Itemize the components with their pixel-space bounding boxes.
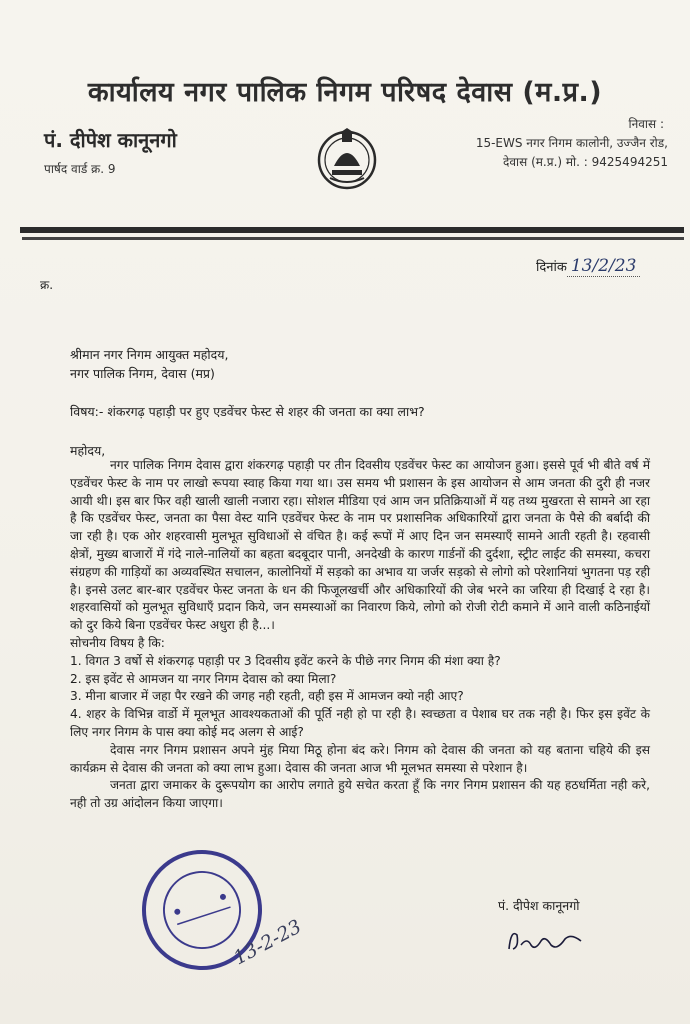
addressee-line-2: नगर पालिक निगम, देवास (मप्र) bbox=[70, 366, 215, 381]
question-2: 2. इस इवेंट से आमजन या नगर निगम देवास को क्या मिला? bbox=[70, 671, 337, 686]
question-3: 3. मीना बाजार में जहा पैर रखने की जगह नही रहती, वही इस में आमजन क्यो नही आए? bbox=[70, 689, 464, 704]
body-paragraph-1: नगर पालिक निगम देवास द्वारा शंकरगढ़ पहाड़ी पर तीन दिवसीय एडवेंचर फेस्ट का आयोजन हुआ। इससे पूर्व भी बीते वर्ष में एडवेंचर फेस्ट के नाम पर लाखो रूपया स्वाह किया गया था। उस समय भी प्रशासन के इस आयोजन से आम जनता की दुरी ही नजर आयी थी। इस बार फिर वही खाली खाली नजारा रहा। सोशल मीडिया एवं आम जन प्रतिक्रियाओं में यह तथ्य मुखरता से सामने आ रहा है कि एडवेंचर फेस्ट, जनता का पैसा वेस्ट यानि एडवेंचर फेस्ट के नाम पर प्रशासनिक अधिकारियों द्वारा जनता के पैसे की बर्बादी की जा रही है। एक ओर शहरवासी मुलभूत सुविधाओं से वंचित है। कई रूपों में आए दिन जन समस्याएँ सामने आती रहती है। रहवासी क्षेत्रों, मुख्य बाजारों में गंदे नाले-नालियों का बहता बदबूदार पानी, अनदेखी के कारण गार्डनों की दुर्दशा, स्ट्रीट लाईट की समस्या, कचरा संग्रहण की गाड़ियों का अव्यवस्थित सचालन, कालोनियों में सड़को का अभाव या जर्जर सड़को से लोगो को परेशानियां भुगतना पड़ रही है। इनसे उलट बार-बार एडवेंचर फेस्ट जनता के धन की फिजूलखर्ची और अधिकारियों की जेब भरने का जरिया ही दिखाई दे रहा है। शहरवासियों को मुलभूत सुविधाएँ प्रदान किये, जन समस्याओं का निवारण किये, लोगो को रोजी रोटी कमाने में आने वाली कठिनाईयों को दुर किये बिना एडवेंचर फेस्ट अधुरा ही है...। bbox=[70, 458, 650, 633]
ward-number: पार्षद वार्ड क्र. 9 bbox=[44, 162, 116, 176]
addressee-line-1: श्रीमान नगर निगम आयुक्त महोदय, bbox=[70, 347, 229, 362]
address-line-2: देवास (म.प्र.) मो. : 9425494251 bbox=[502, 155, 668, 169]
header-divider-thin bbox=[22, 237, 684, 240]
salutation: महोदय, bbox=[70, 443, 106, 458]
reference-label: क्र. bbox=[40, 278, 54, 292]
address-line-1: 15-EWS नगर निगम कालोनी, उज्जैन रोड, bbox=[475, 136, 668, 150]
signatory-name: पं. दीपेश कानूनगो bbox=[498, 898, 580, 913]
question-4: 4. शहर के विभिन्न वार्डो में मूलभूत आवश्यकताओं की पूर्ति नही हो पा रही है। स्वच्छता व पेशाब घर तक नही है। फिर इस इवेंट के लिए नगर निगम के पास क्या कोई मद अलग से आई? bbox=[70, 707, 650, 739]
date-label: दिनांक bbox=[536, 260, 567, 275]
header-divider-thick bbox=[20, 227, 684, 233]
address-block bbox=[476, 115, 668, 172]
councillor-name: पं. दीपेश कानूनगो bbox=[44, 128, 177, 152]
municipal-emblem-icon bbox=[316, 126, 378, 190]
signature-scribble bbox=[505, 925, 585, 955]
letterhead-title: कार्यालय नगर पालिक निगम परिषद देवास (म.प्र.) bbox=[87, 77, 603, 108]
subject-line: विषय:- शंकरगढ़ पहाड़ी पर हुए एडवेंचर फेस्ट से शहर की जनता का क्या लाभ? bbox=[70, 404, 425, 419]
question-1: 1. विगत 3 वर्षो से शंकरगढ़ पहाड़ी पर 3 दिवसीय इवेंट करने के पीछे नगर निगम की मंशा क्या है? bbox=[70, 653, 501, 668]
date-value: 13/2/23 bbox=[567, 256, 641, 277]
letter-body bbox=[70, 457, 650, 813]
body-paragraph-3: जनता द्वारा जमाकर के दुरूपयोग का आरोप लगाते हुये सचेत करता हूँ कि नगर निगम प्रशासन की यह हठधर्मिता नही करे, नही तो उग्र आंदोलन किया जाएगा। bbox=[70, 778, 650, 811]
residence-label: निवास : bbox=[628, 117, 664, 131]
questions-intro: सोचनीय विषय है कि: bbox=[70, 635, 165, 650]
handwritten-receipt-date: 13-2-23 bbox=[230, 915, 306, 970]
date-field bbox=[536, 256, 640, 276]
addressee-block bbox=[70, 345, 228, 383]
body-paragraph-2: देवास नगर निगम प्रशासन अपने मुंह मिया मिठू होना बंद करे। निगम को देवास की जनता को यह बताना चहिये की इस कार्यक्रम से देवास की जनता को क्या लाभ हुआ। देवास की जनता आज भी मूलभत समस्या से परेशान है। bbox=[70, 742, 650, 775]
